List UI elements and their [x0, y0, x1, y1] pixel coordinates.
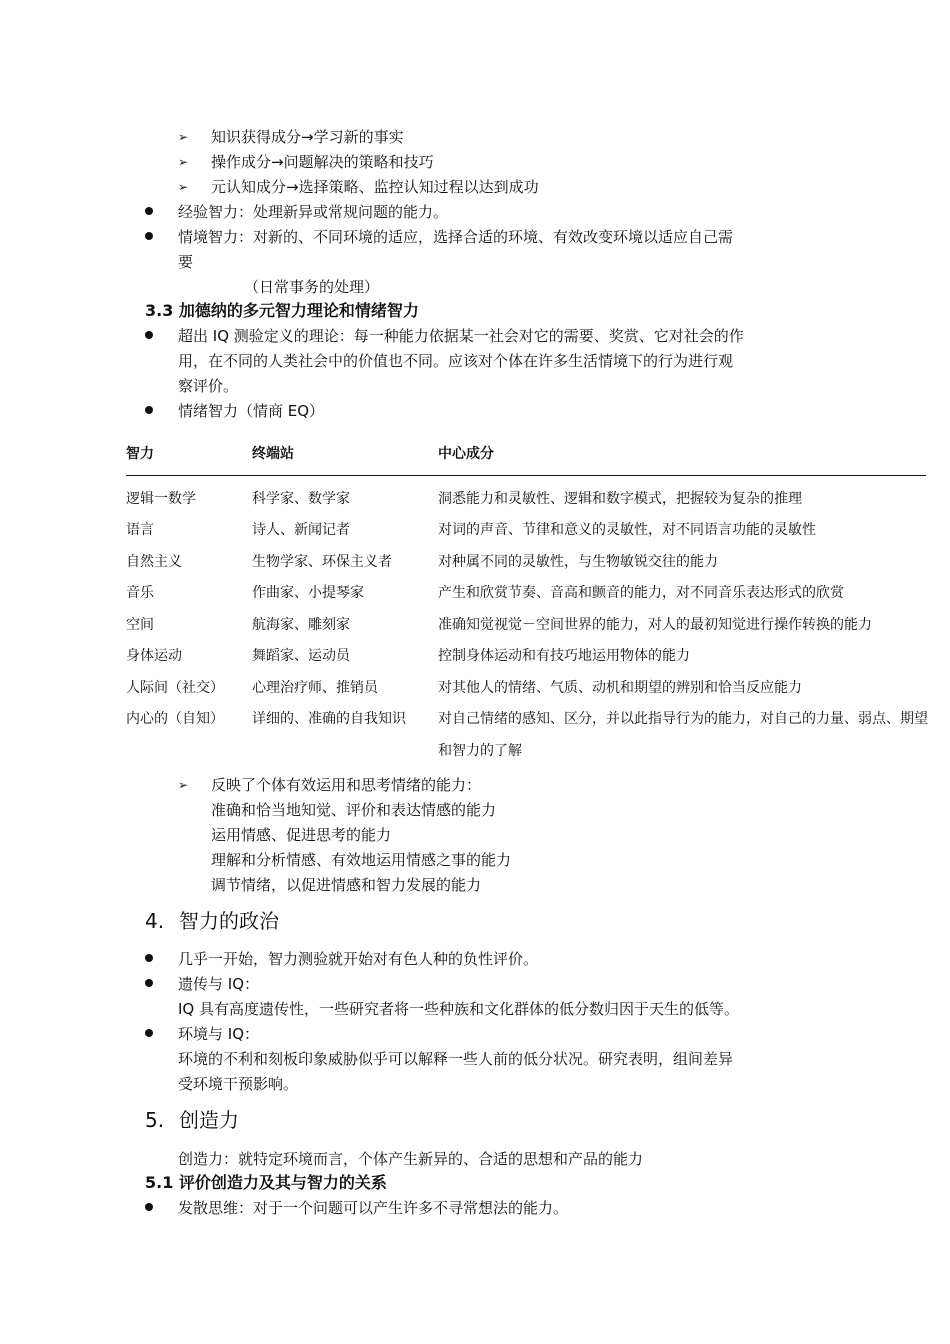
table-cell: 控制身体运动和有技巧地运用物体的能力: [438, 648, 690, 665]
bullet-dot-icon: [145, 1029, 153, 1037]
table-cell: 诗人、新闻记者: [252, 522, 350, 539]
table-cell: [252, 734, 438, 766]
table-cell: 自然主义: [126, 553, 182, 570]
section-heading-4: [145, 908, 279, 934]
bullet-dot-icon: [145, 1203, 153, 1211]
table-cell: 内心的（自知）: [126, 711, 224, 728]
section-heading-3-3: 3.3 加德纳的多元智力理论和情绪智力: [145, 301, 419, 320]
table-rule: [126, 475, 926, 476]
bullet-text-continued: 环境的不利和刻板印象威胁似乎可以解释一些人前的低分状况。研究表明，组间差异: [178, 1050, 734, 1068]
table-header-row: [126, 438, 928, 468]
table-cell: 和智力的了解: [438, 742, 522, 759]
bullet-text-continued: 察评价。: [178, 377, 239, 395]
sub-item-line: 运用情感、促进思考的能力: [211, 826, 392, 844]
table-cell: 空间: [126, 616, 154, 633]
table-row: [126, 671, 928, 703]
section-number: 5.: [145, 1108, 165, 1132]
bullet-text-continued: 受环境干预影响。: [178, 1075, 299, 1093]
sub-item-line: 调节情绪，以促进情感和智力发展的能力: [211, 876, 482, 894]
table-cell: 音乐: [126, 585, 154, 602]
section-title: 智力的政治: [179, 909, 279, 933]
sub-item-line: 理解和分析情感、有效地运用情感之事的能力: [211, 851, 512, 869]
bullet-text: 经验智力：处理新异或常规问题的能力。: [178, 203, 449, 221]
section-heading-5-1: 5.1 评价创造力及其与智力的关系: [145, 1173, 387, 1192]
table-cell: 航海家、雕刻家: [252, 616, 350, 633]
note-text: （日常事务的处理）: [244, 278, 380, 296]
table-row: [126, 482, 928, 514]
table-cell: 生物学家、环保主义者: [252, 553, 392, 570]
table-row: [126, 703, 928, 735]
definition-text: 创造力：就特定环境而言，个体产生新异的、合适的思想和产品的能力: [178, 1150, 644, 1168]
bullet-text-continued: IQ 具有高度遗传性，一些研究者将一些种族和文化群体的低分数归因于天生的低等。: [178, 1000, 740, 1018]
bullet-text: 情境智力：对新的、不同环境的适应，选择合适的环境、有效改变环境以适应自己需: [178, 228, 734, 246]
table-row: [126, 577, 928, 609]
table-cell: 心理治疗师、推销员: [252, 679, 378, 696]
table-row: [126, 640, 928, 672]
bullet-text-continued: 用，在不同的人类社会中的价值也不同。应该对个体在许多生活情境下的行为进行观: [178, 352, 734, 370]
table-header-cell: 智力: [126, 446, 154, 462]
table-cell: 语言: [126, 522, 154, 539]
bullet-dot-icon: [145, 331, 153, 339]
table-cell: 对词的声音、节律和意义的灵敏性，对不同语言功能的灵敏性: [438, 522, 816, 539]
table-cell: 详细的、准确的自我知识: [252, 711, 406, 728]
arrow-bullet-icon: ➢: [178, 180, 189, 194]
table-cell: 对种属不同的灵敏性，与生物敏锐交往的能力: [438, 553, 718, 570]
sub-item: 元认知成分→选择策略、监控认知过程以达到成功: [211, 178, 539, 196]
table-cell: 科学家、数学家: [252, 490, 350, 507]
table-cell: 舞蹈家、运动员: [252, 648, 350, 665]
bullet-text: 几乎一开始，智力测验就开始对有色人种的负性评价。: [178, 950, 539, 968]
bullet-text-continued: 要: [178, 253, 194, 271]
arrow-bullet-icon: ➢: [178, 155, 189, 169]
sub-item: 反映了个体有效运用和思考情绪的能力：: [211, 776, 482, 794]
table-cell: 对其他人的情绪、气质、动机和期望的辨别和恰当反应能力: [438, 679, 802, 696]
table-cell: 身体运动: [126, 648, 182, 665]
bullet-text: 超出 IQ 测验定义的理论：每一种能力依据某一社会对它的需要、奖赏、它对社会的作: [178, 327, 744, 345]
bullet-dot-icon: [145, 406, 153, 414]
bullet-text: 环境与 IQ：: [178, 1025, 259, 1043]
bullet-dot-icon: [145, 979, 153, 987]
table-cell: 洞悉能力和灵敏性、逻辑和数字模式，把握较为复杂的推理: [438, 490, 802, 507]
table-cell: 人际间（社交）: [126, 679, 224, 696]
table-cell: 产生和欣赏节奏、音高和颤音的能力，对不同音乐表达形式的欣赏: [438, 585, 844, 602]
table-row: [126, 608, 928, 640]
bullet-dot-icon: [145, 954, 153, 962]
sub-item-line: 准确和恰当地知觉、评价和表达情感的能力: [211, 801, 497, 819]
table-cell: 作曲家、小提琴家: [252, 585, 364, 602]
bullet-dot-icon: [145, 207, 153, 215]
table-cell: 准确知觉视觉－空间世界的能力，对人的最初知觉进行操作转换的能力: [438, 616, 872, 633]
table-row: [126, 545, 928, 577]
section-heading-5: [145, 1107, 239, 1133]
section-title: 创造力: [179, 1108, 239, 1132]
arrow-bullet-icon: ➢: [178, 130, 189, 144]
table-row: [126, 514, 928, 546]
bullet-text: 情绪智力（情商 EQ）: [178, 402, 325, 420]
section-number: 4.: [145, 909, 165, 933]
table-header-cell: 中心成分: [438, 446, 494, 462]
table-cell: 逻辑一数学: [126, 490, 196, 507]
sub-item: 操作成分→问题解决的策略和技巧: [211, 153, 434, 171]
table-row: [126, 734, 928, 766]
multiple-intelligences-table: [126, 438, 928, 766]
bullet-dot-icon: [145, 232, 153, 240]
bullet-text: 遗传与 IQ：: [178, 975, 259, 993]
table-header-cell: 终端站: [252, 446, 294, 462]
table-cell: 对自己情绪的感知、区分，并以此指导行为的能力，对自己的力量、弱点、期望: [438, 711, 928, 728]
bullet-text: 发散思维：对于一个问题可以产生许多不寻常想法的能力。: [178, 1199, 569, 1217]
table-cell: [126, 734, 252, 766]
arrow-bullet-icon: ➢: [178, 778, 189, 792]
sub-item: 知识获得成分→学习新的事实: [211, 128, 404, 146]
